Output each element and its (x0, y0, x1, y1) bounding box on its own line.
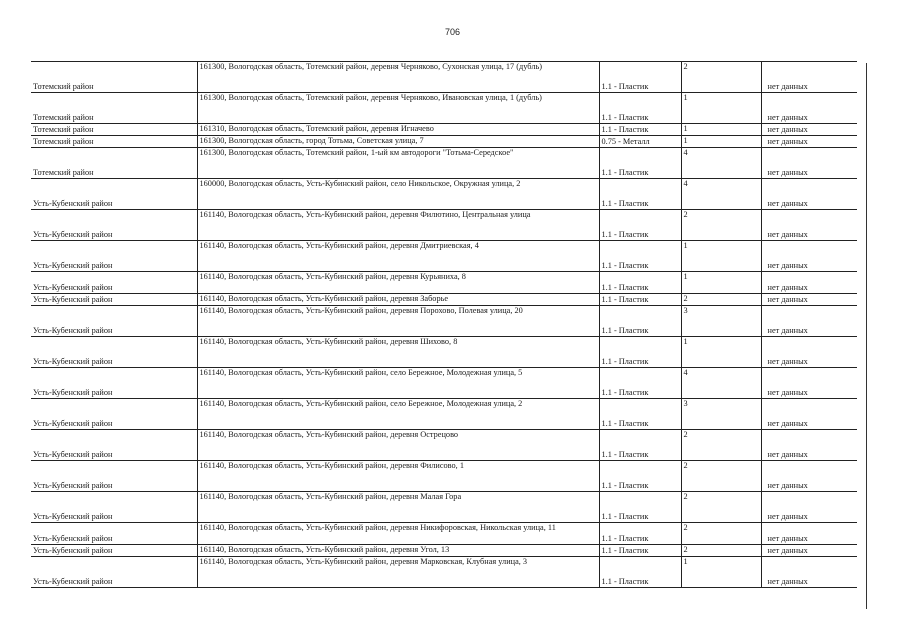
district-cell: Тотемский район (33, 167, 94, 177)
address-cell: 161140, Вологодская область, Усть-Кубинский район, деревня Никифоровская, Никольская улица, 11 (197, 523, 599, 545)
table-row (31, 148, 857, 179)
district-cell: Усть-Кубенский район (33, 511, 113, 521)
container-count-cell: 2 (681, 545, 761, 557)
district-cell: Усть-Кубенский район (33, 356, 113, 366)
district-cell: Усть-Кубенский район (33, 260, 113, 270)
container-count-cell: 3 (681, 306, 761, 337)
container-volume-cell: 1.1 - Пластик (599, 210, 681, 241)
extra-info-cell: нет данных (767, 449, 808, 459)
table-row (31, 430, 857, 461)
district-cell: Усть-Кубенский район (33, 533, 113, 543)
container-count-cell: 1 (681, 136, 761, 148)
district-cell: Усть-Кубенский район (33, 229, 113, 239)
address-cell: 161140, Вологодская область, Усть-Кубинский район, деревня Угол, 13 (197, 545, 599, 557)
extra-info-cell: нет данных (767, 533, 808, 543)
address-cell: 161140, Вологодская область, Усть-Кубинский район, деревня Курьяниха, 8 (197, 272, 599, 294)
district-cell: Усть-Кубенский район (33, 387, 113, 397)
extra-info-cell: нет данных (767, 356, 808, 366)
container-count-cell: 2 (681, 210, 761, 241)
table-row (31, 179, 857, 210)
container-count-cell: 4 (681, 179, 761, 210)
address-cell: 161140, Вологодская область, Усть-Кубинский район, деревня Шихово, 8 (197, 337, 599, 368)
container-volume-cell: 1.1 - Пластик (599, 523, 681, 545)
container-volume-cell: 1.1 - Пластик (599, 93, 681, 124)
extra-info-cell: нет данных (767, 511, 808, 521)
extra-info-cell: нет данных (767, 124, 808, 134)
extra-info-cell: нет данных (767, 167, 808, 177)
container-count-cell: 1 (681, 93, 761, 124)
extra-info-cell: нет данных (767, 229, 808, 239)
table-row (31, 294, 857, 306)
address-cell: 161140, Вологодская область, Усть-Кубинский район, деревня Филисово, 1 (197, 461, 599, 492)
extra-info-cell: нет данных (767, 282, 808, 292)
address-cell: 161140, Вологодская область, Усть-Кубинский район, деревня Дмитриевская, 4 (197, 241, 599, 272)
container-volume-cell: 1.1 - Пластик (599, 306, 681, 337)
extra-info-cell: нет данных (767, 545, 808, 555)
right-margin-rule (866, 63, 867, 609)
table-row (31, 337, 857, 368)
table-row (31, 306, 857, 337)
container-volume-cell: 1.1 - Пластик (599, 124, 681, 136)
district-cell: Усть-Кубенский район (33, 545, 113, 555)
container-count-cell: 2 (681, 492, 761, 523)
table-row (31, 124, 857, 136)
page-number: 706 (444, 27, 461, 37)
address-cell: 161300, Вологодская область, Тотемский район, 1-ый км автодороги "Тотьма-Середское" (197, 148, 599, 179)
address-cell: 161140, Вологодская область, Усть-Кубинский район, деревня Острецово (197, 430, 599, 461)
container-volume-cell: 1.1 - Пластик (599, 337, 681, 368)
extra-info-cell: нет данных (767, 576, 808, 586)
container-volume-cell: 1.1 - Пластик (599, 545, 681, 557)
table-row (31, 62, 857, 93)
district-cell: Тотемский район (33, 112, 94, 122)
extra-info-cell: нет данных (767, 387, 808, 397)
container-volume-cell: 1.1 - Пластик (599, 368, 681, 399)
container-count-cell: 3 (681, 399, 761, 430)
container-volume-cell: 1.1 - Пластик (599, 148, 681, 179)
extra-info-cell: нет данных (767, 81, 808, 91)
container-count-cell: 2 (681, 62, 761, 93)
extra-info-cell: нет данных (767, 260, 808, 270)
address-cell: 161140, Вологодская область, Усть-Кубинский район, деревня Марковская, Клубная улица, 3 (197, 557, 599, 588)
container-count-cell: 1 (681, 337, 761, 368)
table-row (31, 545, 857, 557)
container-count-cell: 2 (681, 430, 761, 461)
district-cell: Усть-Кубенский район (33, 418, 113, 428)
table-body (31, 62, 857, 588)
container-volume-cell: 1.1 - Пластик (599, 430, 681, 461)
address-cell: 161140, Вологодская область, Усть-Кубинский район, деревня Порохово, Полевая улица, 20 (197, 306, 599, 337)
extra-info-cell: нет данных (767, 480, 808, 490)
container-volume-cell: 1.1 - Пластик (599, 399, 681, 430)
table-row (31, 136, 857, 148)
container-count-cell: 1 (681, 557, 761, 588)
container-volume-cell: 1.1 - Пластик (599, 492, 681, 523)
extra-info-cell: нет данных (767, 198, 808, 208)
extra-info-cell: нет данных (767, 418, 808, 428)
district-cell: Тотемский район (33, 124, 94, 134)
address-cell: 161300, Вологодская область, город Тотьма, Советская улица, 7 (197, 136, 599, 148)
address-cell: 161140, Вологодская область, Усть-Кубинский район, село Бережное, Молодежная улица, 2 (197, 399, 599, 430)
table-row (31, 241, 857, 272)
container-count-cell: 4 (681, 368, 761, 399)
table-row (31, 461, 857, 492)
district-cell: Усть-Кубенский район (33, 480, 113, 490)
container-volume-cell: 1.1 - Пластик (599, 62, 681, 93)
address-cell: 161300, Вологодская область, Тотемский район, деревня Черняково, Ивановская улица, 1 (дубль) (197, 93, 599, 124)
extra-info-cell: нет данных (767, 112, 808, 122)
container-volume-cell: 1.1 - Пластик (599, 557, 681, 588)
extra-info-cell: нет данных (767, 294, 808, 304)
address-cell: 160000, Вологодская область, Усть-Кубинский район, село Никольское, Окружная улица, 2 (197, 179, 599, 210)
container-volume-cell: 1.1 - Пластик (599, 179, 681, 210)
district-cell: Тотемский район (33, 81, 94, 91)
district-cell: Усть-Кубенский район (33, 294, 113, 304)
container-volume-cell: 1.1 - Пластик (599, 461, 681, 492)
district-cell: Усть-Кубенский район (33, 576, 113, 586)
district-cell: Усть-Кубенский район (33, 325, 113, 335)
table-row (31, 368, 857, 399)
container-count-cell: 2 (681, 294, 761, 306)
address-cell: 161140, Вологодская область, Усть-Кубинский район, деревня Малая Гора (197, 492, 599, 523)
extra-info-cell: нет данных (767, 136, 808, 146)
container-count-cell: 2 (681, 523, 761, 545)
table-row (31, 523, 857, 545)
table-row (31, 557, 857, 588)
table-row (31, 210, 857, 241)
address-cell: 161300, Вологодская область, Тотемский район, деревня Черняково, Сухонская улица, 17 (дубль) (197, 62, 599, 93)
address-cell: 161140, Вологодская область, Усть-Кубинский район, деревня Филютино, Центральная улица (197, 210, 599, 241)
container-count-cell: 2 (681, 461, 761, 492)
district-cell: Тотемский район (33, 136, 94, 146)
extra-info-cell: нет данных (767, 325, 808, 335)
address-cell: 161140, Вологодская область, Усть-Кубинский район, деревня Заборье (197, 294, 599, 306)
container-sites-table (31, 61, 857, 588)
container-count-cell: 4 (681, 148, 761, 179)
district-cell: Усть-Кубенский район (33, 449, 113, 459)
table-row (31, 93, 857, 124)
address-cell: 161310, Вологодская область, Тотемский район, деревня Игначево (197, 124, 599, 136)
district-cell: Усть-Кубенский район (33, 198, 113, 208)
table-row (31, 399, 857, 430)
container-count-cell: 1 (681, 272, 761, 294)
container-volume-cell: 1.1 - Пластик (599, 294, 681, 306)
container-volume-cell: 0.75 - Металл (599, 136, 681, 148)
container-count-cell: 1 (681, 124, 761, 136)
container-count-cell: 1 (681, 241, 761, 272)
container-volume-cell: 1.1 - Пластик (599, 272, 681, 294)
address-cell: 161140, Вологодская область, Усть-Кубинский район, село Бережное, Молодежная улица, 5 (197, 368, 599, 399)
table-row (31, 272, 857, 294)
district-cell: Усть-Кубенский район (33, 282, 113, 292)
container-volume-cell: 1.1 - Пластик (599, 241, 681, 272)
table-row (31, 492, 857, 523)
